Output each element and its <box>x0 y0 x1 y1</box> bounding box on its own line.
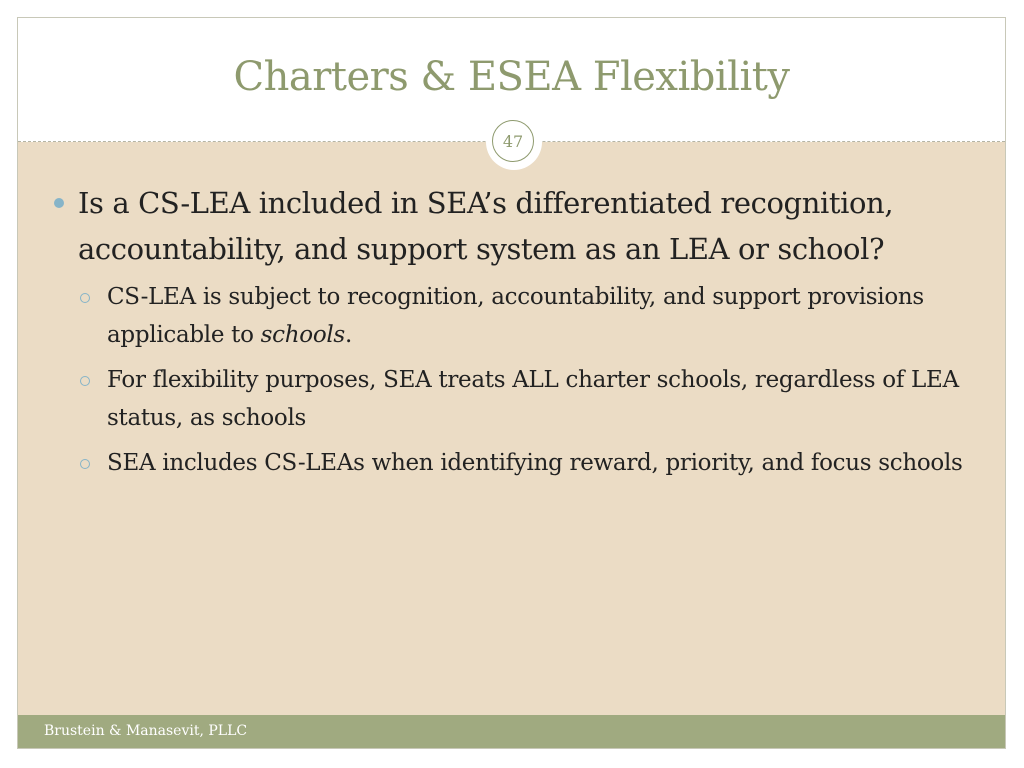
page-number: 47 <box>492 120 534 162</box>
sub-bullet-list <box>54 278 984 482</box>
slide-content <box>54 180 984 489</box>
sub-bullet-3 <box>78 444 984 482</box>
footer-band <box>18 715 1005 748</box>
sub-bullet-2 <box>78 361 984 437</box>
hollow-circle-bullet-icon <box>80 293 90 303</box>
page-number-badge <box>488 116 540 168</box>
filled-circle-bullet-icon <box>54 198 64 208</box>
sub-bullet-text: CS-LEA is subject to recognition, accountability, and support provisions applicable to <box>107 284 924 348</box>
sub-bullet-text: SEA includes CS-LEAs when identifying reward, priority, and focus schools <box>107 450 963 476</box>
footer-text: Brustein & Manasevit, PLLC <box>44 723 248 739</box>
slide <box>17 17 1006 749</box>
hollow-circle-bullet-icon <box>80 459 90 469</box>
sub-bullet-emphasis: schools <box>260 322 345 348</box>
slide-title: Charters & ESEA Flexibility <box>233 54 790 100</box>
sub-bullet-text: For flexibility purposes, SEA treats ALL charter schools, regardless of LEA status, as schools <box>107 367 959 431</box>
hollow-circle-bullet-icon <box>80 376 90 386</box>
sub-bullet-suffix: . <box>344 322 352 348</box>
sub-bullet-1 <box>78 278 984 354</box>
main-bullet <box>54 180 984 272</box>
main-bullet-text: Is a CS-LEA included in SEA’s differentiated recognition, accountability, and support system as an LEA or school? <box>78 186 894 266</box>
